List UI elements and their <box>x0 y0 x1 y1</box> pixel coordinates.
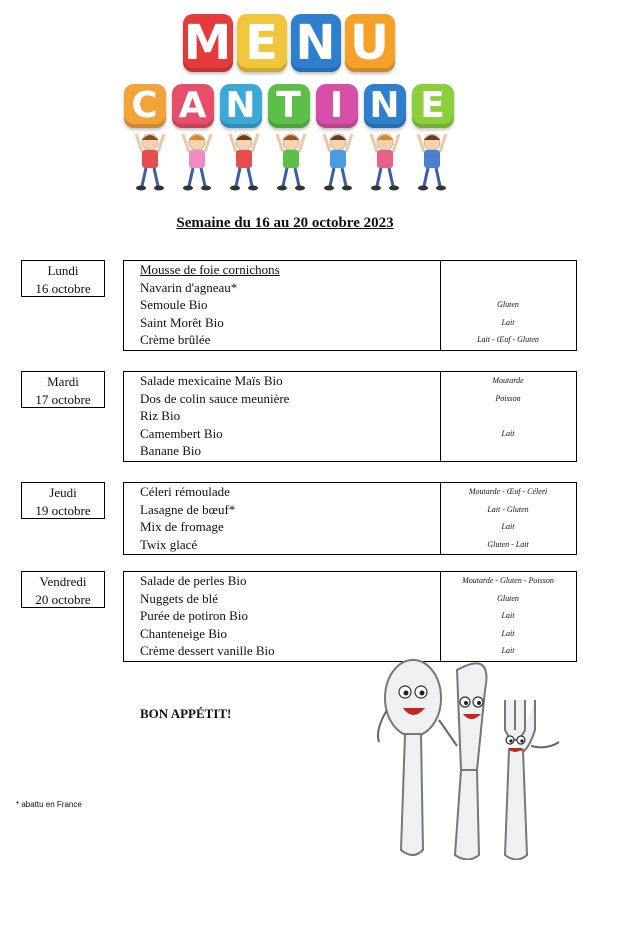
dish-row <box>124 372 576 390</box>
dish-row <box>124 536 576 554</box>
dish-name: Salade mexicaine Maïs Bio <box>140 373 283 388</box>
dish-row <box>124 483 576 501</box>
dish-name: Céleri rémoulade <box>140 484 230 499</box>
dish-name: Saint Morêt Bio <box>140 314 224 330</box>
dish-row <box>124 296 576 314</box>
dish-name: Dos de colin sauce meunière <box>140 390 290 406</box>
day-name: Mardi <box>47 374 79 389</box>
dish-name: Chanteneige Bio <box>140 625 228 641</box>
title-letter: E <box>237 14 287 72</box>
day-menu-table <box>123 571 577 662</box>
day-menu-table <box>123 260 577 351</box>
dish-allergen: Moutarde <box>492 376 524 385</box>
dish-allergen: Moutarde - Gluten - Poisson <box>462 576 554 585</box>
dish-row <box>124 261 576 279</box>
dish-name: Twix glacé <box>140 536 198 552</box>
child-figure <box>230 134 258 191</box>
day-date: 19 octobre <box>35 503 91 518</box>
dish-allergen: Gluten <box>497 300 519 309</box>
child-figure <box>418 134 446 191</box>
dish-allergen <box>440 261 576 279</box>
title-letter: U <box>345 14 395 72</box>
dish-row <box>124 501 576 519</box>
dish-name: Salade de perles Bio <box>140 573 247 588</box>
day-label <box>21 260 105 297</box>
dish-row <box>124 407 576 425</box>
dish-name: Camembert Bio <box>140 425 223 441</box>
title-letter: M <box>183 15 232 71</box>
dish-allergen: Lait <box>501 428 515 438</box>
day-date: 20 octobre <box>35 592 91 607</box>
day-label <box>21 482 105 519</box>
dish-allergen <box>440 279 576 297</box>
title-letter: C <box>124 84 166 128</box>
dish-name: Mix de fromage <box>140 519 224 534</box>
dish-allergen: Lait <box>501 646 515 655</box>
dish-name: Navarin d'agneau* <box>140 279 238 295</box>
day-menu-table <box>123 482 577 555</box>
child-figure <box>277 134 305 191</box>
dish-name: Lasagne de bœuf* <box>140 501 236 517</box>
child-figure <box>371 134 399 191</box>
day-name: Jeudi <box>49 485 77 500</box>
column-divider <box>440 483 441 554</box>
menu-title-art <box>0 14 607 72</box>
day-date: 16 octobre <box>35 281 91 296</box>
dish-name: Riz Bio <box>140 408 181 423</box>
dish-row <box>124 331 576 349</box>
dish-allergen: Lait - Gluten <box>487 504 529 514</box>
dish-allergen: Lait <box>501 611 515 620</box>
day-name: Vendredi <box>39 574 87 589</box>
bon-appetit-text: BON APPÉTIT! <box>140 706 232 721</box>
dish-name: Banane Bio <box>140 443 202 458</box>
dish-allergen: Lait <box>501 522 515 531</box>
dish-allergen: Lait <box>501 317 515 327</box>
title-letter: T <box>268 84 310 128</box>
title-letter: A <box>172 84 214 128</box>
dish-allergen: Lait - Œuf - Gluten <box>477 335 539 344</box>
child-figure <box>136 134 164 191</box>
dish-allergen: Gluten - Lait <box>487 539 529 549</box>
day-name: Lundi <box>47 263 79 278</box>
dish-row <box>124 442 576 460</box>
child-figure <box>183 134 211 191</box>
dish-name: Mousse de foie cornichons <box>140 262 280 277</box>
dish-row <box>124 572 576 590</box>
dish-row <box>124 425 576 443</box>
title-letter: N <box>364 84 406 128</box>
column-divider <box>440 372 441 461</box>
dish-name: Crème brûlée <box>140 332 211 347</box>
children-illustration <box>128 128 458 192</box>
dish-row <box>124 607 576 625</box>
day-label <box>21 571 105 608</box>
day-menu-table <box>123 371 577 462</box>
dish-row <box>124 390 576 408</box>
footnote: * abattu en France <box>16 800 82 809</box>
title-letter: N <box>291 14 341 72</box>
title-letter: N <box>220 84 262 128</box>
dish-allergen <box>440 442 576 460</box>
child-figure <box>324 134 352 191</box>
dish-name: Crème dessert vanille Bio <box>140 643 275 658</box>
title-letter: E <box>412 84 454 128</box>
dish-allergen: Moutarde - Œuf - Céleri <box>468 487 548 496</box>
dish-row <box>124 590 576 608</box>
cantine-title-art <box>0 84 607 128</box>
dish-row <box>124 518 576 536</box>
cutlery-illustration <box>365 650 570 860</box>
dish-allergen: Gluten <box>497 593 519 603</box>
title-letter: I <box>316 84 358 128</box>
day-label <box>21 371 105 408</box>
dish-allergen: Lait <box>501 628 515 638</box>
dish-row <box>124 314 576 332</box>
column-divider <box>440 572 441 661</box>
dish-allergen: Poisson <box>495 393 521 403</box>
dish-row <box>124 279 576 297</box>
dish-name: Purée de potiron Bio <box>140 608 248 623</box>
dish-name: Nuggets de blé <box>140 590 218 606</box>
dish-allergen <box>440 407 576 425</box>
day-date: 17 octobre <box>35 392 91 407</box>
dish-row <box>124 625 576 643</box>
week-heading: Semaine du 16 au 20 octobre 2023 <box>176 215 394 231</box>
dish-name: Semoule Bio <box>140 297 208 312</box>
column-divider <box>440 261 441 350</box>
